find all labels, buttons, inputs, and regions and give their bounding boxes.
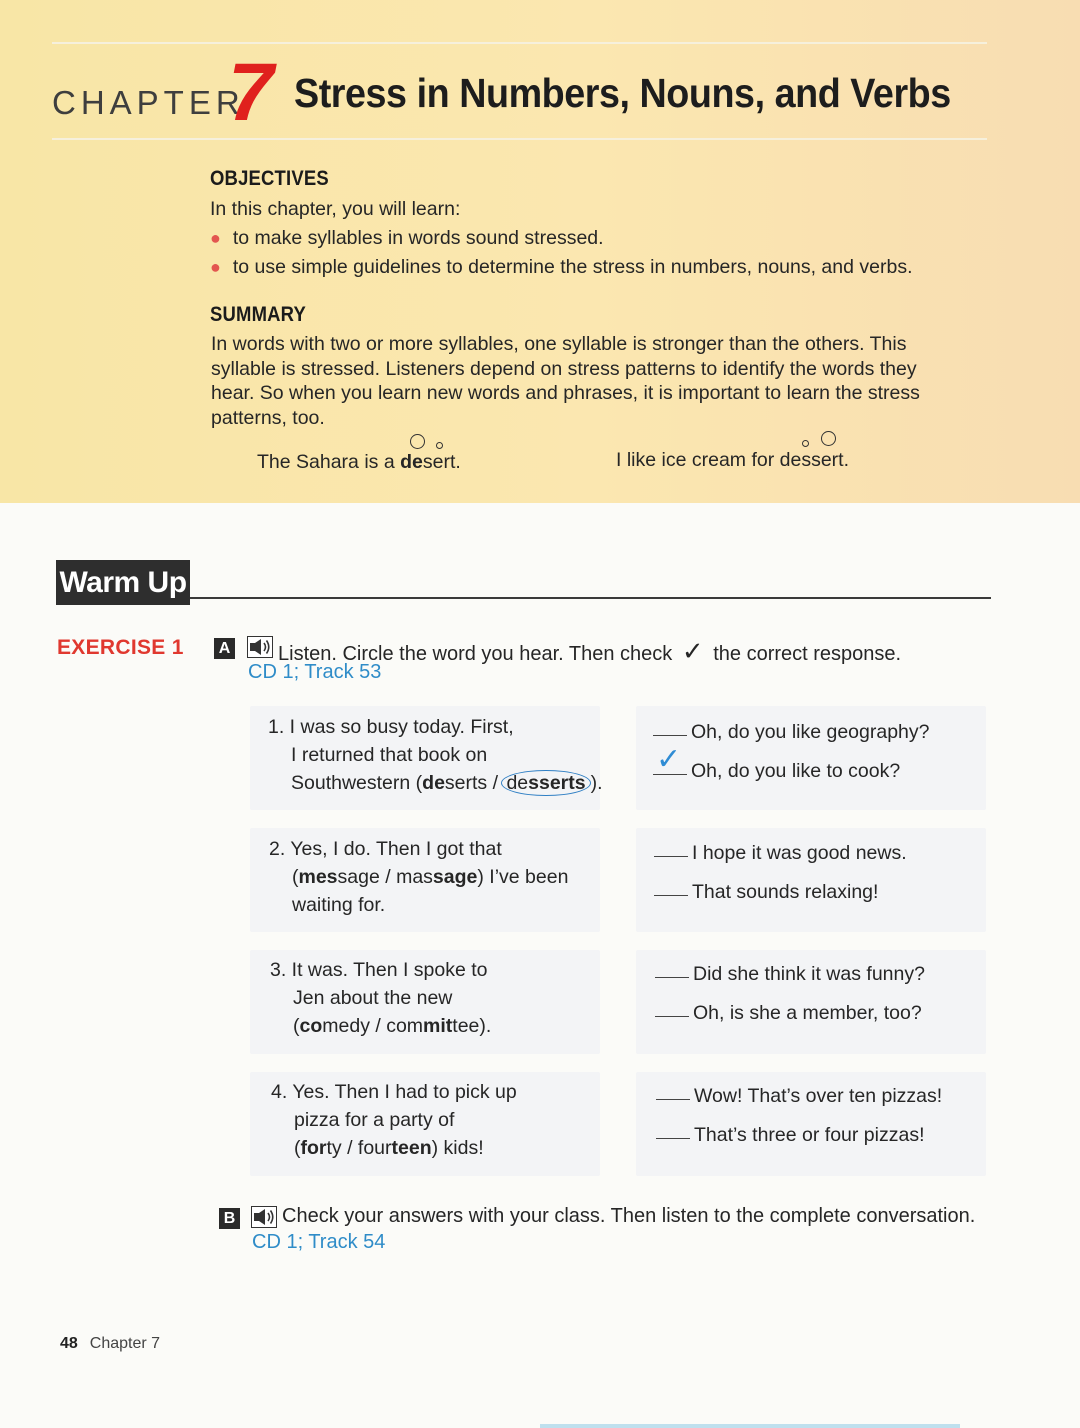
part-b-instruction: Check your answers with your class. Then listen to the complete conversation. xyxy=(282,1205,976,1227)
track-link-53[interactable]: CD 1; Track 53 xyxy=(248,661,382,683)
question-4: 4. Yes. Then I had to pick up pizza for a party of (forty / fourteen) kids! xyxy=(271,1081,517,1159)
warmup-heading: Warm Up xyxy=(56,560,190,605)
response-option[interactable]: Oh, is she a member, too? xyxy=(655,1002,922,1025)
part-b-badge: B xyxy=(219,1208,240,1229)
objectives-heading: OBJECTIVES xyxy=(210,167,329,190)
objective-item: ● to make syllables in words sound stressed. xyxy=(210,227,604,249)
stress-mark-strong-icon xyxy=(410,434,425,449)
response-option[interactable]: Oh, do you like to cook? xyxy=(653,760,900,783)
answer-blank[interactable] xyxy=(655,1016,689,1017)
audio-speaker-icon[interactable] xyxy=(251,1206,277,1228)
answer-blank[interactable] xyxy=(656,1099,690,1100)
page-footer xyxy=(60,1335,160,1353)
answer-blank[interactable] xyxy=(654,856,688,857)
checkmark-icon: ✓ xyxy=(681,636,704,666)
bullet-icon: ● xyxy=(210,257,221,277)
stress-mark-strong-icon xyxy=(821,431,836,446)
response-option[interactable]: Oh, do you like geography? xyxy=(653,721,930,744)
answer-blank[interactable] xyxy=(654,895,688,896)
header-top-rule xyxy=(52,42,987,44)
answer-blank[interactable] xyxy=(656,1138,690,1139)
stress-mark-weak-icon xyxy=(436,442,443,449)
objectives-intro: In this chapter, you will learn: xyxy=(210,198,461,220)
response-option[interactable]: That sounds relaxing! xyxy=(654,881,878,904)
bottom-edge-strip xyxy=(540,1424,960,1428)
audio-speaker-icon[interactable] xyxy=(247,636,273,658)
chapter-label: CHAPTER xyxy=(52,84,245,121)
response-option[interactable]: Wow! That’s over ten pizzas! xyxy=(656,1085,942,1108)
answer-blank[interactable] xyxy=(655,977,689,978)
stress-example-desert: The Sahara is a desert. xyxy=(257,451,461,473)
circled-answer[interactable]: desserts xyxy=(501,770,590,796)
page-number: 48 xyxy=(60,1335,78,1352)
checkmark-icon: ✓ xyxy=(656,743,682,776)
question-1: 1. I was so busy today. First, I returned that book on Southwestern (deserts / desserts ). xyxy=(268,716,603,794)
bullet-icon: ● xyxy=(210,228,221,248)
summary-heading: SUMMARY xyxy=(210,303,307,326)
part-a-badge: A xyxy=(214,638,235,659)
answer-blank[interactable] xyxy=(653,735,687,736)
response-option[interactable]: I hope it was good news. xyxy=(654,842,907,865)
chapter-number: 7 xyxy=(228,47,274,138)
stress-example-dessert: I like ice cream for dessert. xyxy=(616,449,850,471)
question-3: 3. It was. Then I spoke to Jen about the new (comedy / committee). xyxy=(270,959,492,1037)
summary-paragraph: In words with two or more syllables, one syllable is stronger than the others. This syllable is stressed. Listeners depend on stress patterns to identify the words they hear. So when you learn new words and phrases, it is important to learn the stress patterns, too. xyxy=(211,333,920,429)
objective-item: ● to use simple guidelines to determine the stress in numbers, nouns, and verbs. xyxy=(210,256,913,278)
stress-mark-weak-icon xyxy=(802,440,809,447)
warmup-divider xyxy=(190,597,991,599)
question-2: 2. Yes, I do. Then I got that (message / massage) I’ve been waiting for. xyxy=(269,838,569,916)
footer-chapter: Chapter 7 xyxy=(89,1335,161,1352)
page-title: Stress in Numbers, Nouns, and Verbs xyxy=(294,70,951,116)
track-link-54[interactable]: CD 1; Track 54 xyxy=(252,1231,386,1253)
part-a-instruction: Listen. Circle the word you hear. Then check ✓ the correct response. xyxy=(278,636,902,666)
exercise-label: EXERCISE 1 xyxy=(57,636,184,659)
response-option[interactable]: Did she think it was funny? xyxy=(655,963,925,986)
header-bottom-rule xyxy=(52,138,987,140)
response-option[interactable]: That’s three or four pizzas! xyxy=(656,1124,925,1147)
